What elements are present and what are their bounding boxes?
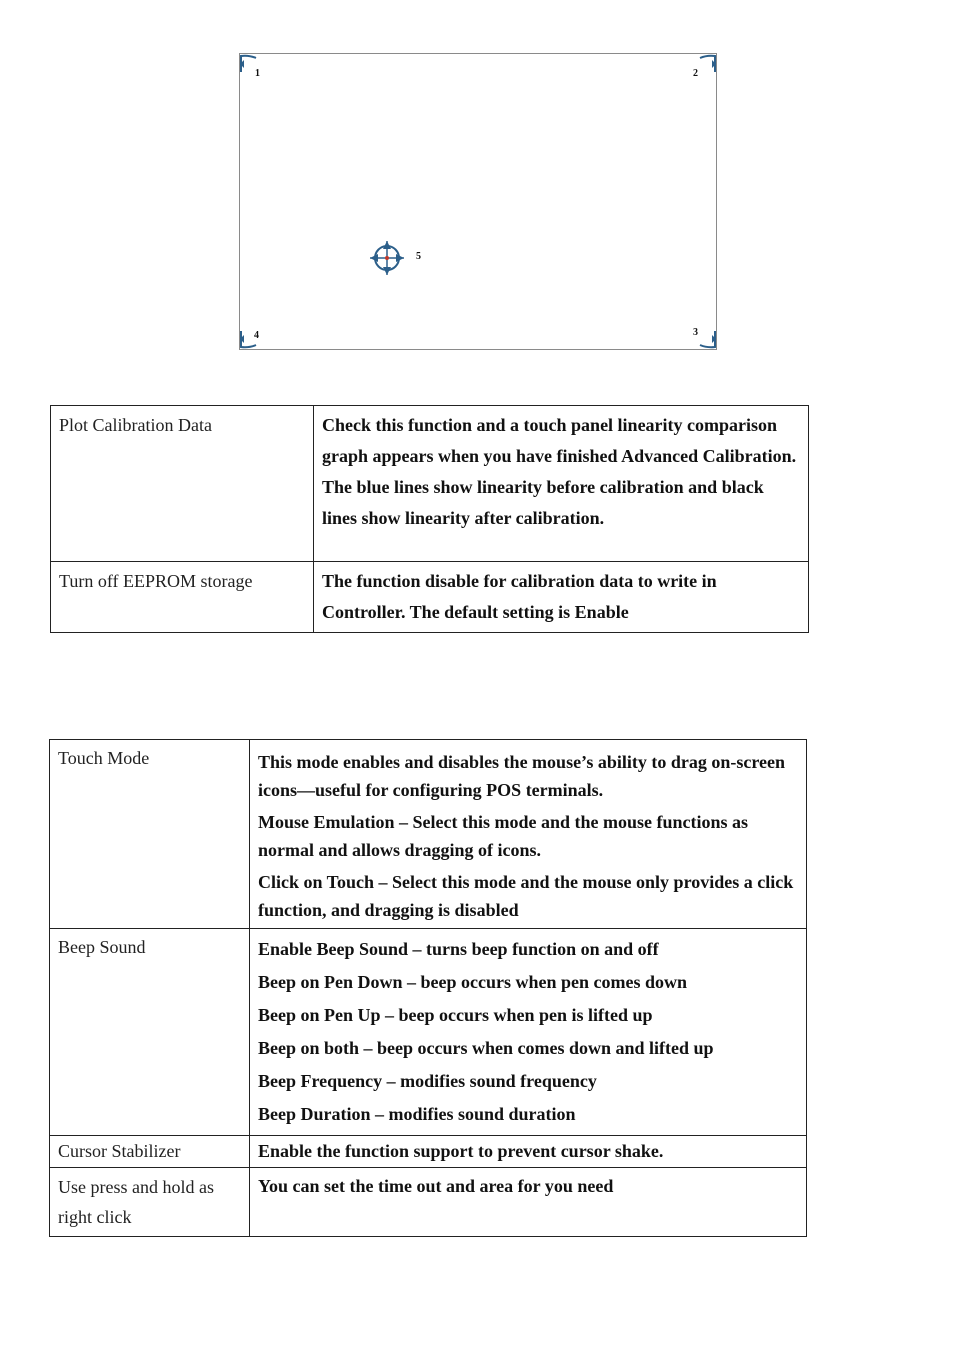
table-row	[50, 740, 807, 929]
table-row	[50, 1136, 807, 1168]
option-description: This mode enables and disables the mouse’s ability to drag on-screen icons—useful for configuring POS terminals. Mouse Emulation – Select this mode and the mouse functions as normal and allows dragging of icons. Click on Touch – Select this mode and the mouse only provides a click function, and dragging is disabled	[250, 740, 807, 929]
touch-settings-table	[49, 739, 807, 1237]
crosshair-target-icon	[367, 238, 407, 278]
option-label: Use press and hold as right click	[50, 1168, 250, 1237]
calibration-corner-icon	[696, 54, 716, 74]
option-description: You can set the time out and area for you need	[250, 1168, 807, 1237]
calibration-options-table	[50, 405, 809, 633]
option-description: Enable the function support to prevent cursor shake.	[250, 1136, 807, 1168]
calibration-point-label: 1	[255, 68, 260, 79]
option-label: Touch Mode	[50, 740, 250, 929]
calibration-point-label: 5	[416, 251, 421, 262]
table-row	[51, 562, 809, 633]
table-row	[50, 1168, 807, 1237]
calibration-corner-icon	[696, 329, 716, 349]
option-description: The function disable for calibration data to write in Controller. The default setting is Enable	[314, 562, 809, 633]
option-label: Turn off EEPROM storage	[51, 562, 314, 633]
table-row	[50, 929, 807, 1136]
calibration-point-label: 4	[254, 330, 259, 341]
option-label: Beep Sound	[50, 929, 250, 1136]
option-label: Plot Calibration Data	[51, 406, 314, 562]
option-label: Cursor Stabilizer	[50, 1136, 250, 1168]
table-row	[51, 406, 809, 562]
option-description: Enable Beep Sound – turns beep function on and off Beep on Pen Down – beep occurs when pen comes down Beep on Pen Up – beep occurs when pen is lifted up Beep on both – beep occurs when comes down and lifted up Beep Frequency – modifies sound frequency Beep Duration – modifies sound duration	[250, 929, 807, 1136]
calibration-point-label: 2	[693, 68, 698, 79]
option-description: Check this function and a touch panel linearity comparison graph appears when you have finished Advanced Calibration. The blue lines show linearity before calibration and black lines show linearity after calibration.	[314, 406, 809, 562]
calibration-point-label: 3	[693, 327, 698, 338]
calibration-diagram	[239, 53, 717, 350]
